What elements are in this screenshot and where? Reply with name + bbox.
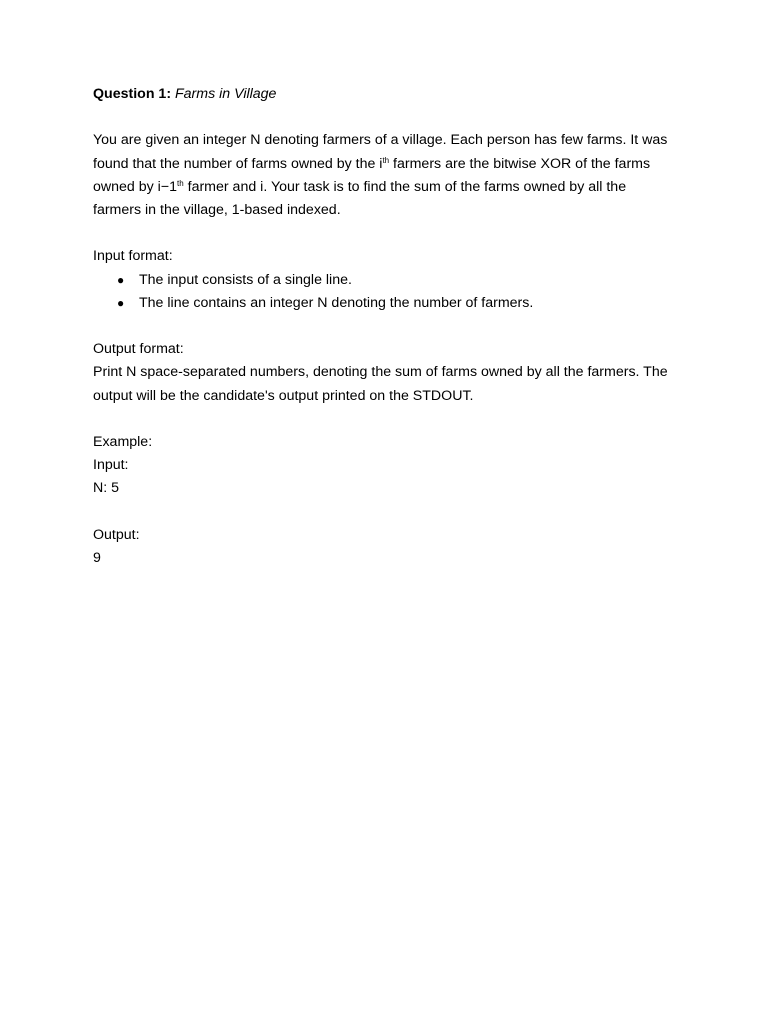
superscript: th: [382, 155, 390, 165]
description-text: farmer and i. Your task is to find the sum of the farms owned by all the: [183, 178, 627, 195]
problem-description: [93, 129, 683, 222]
list-item: [93, 269, 683, 292]
description-line: You are given an integer N denoting farmers of a village. Each person has few farms. It was: [93, 132, 668, 149]
output-format-heading: Output format:: [93, 341, 184, 358]
output-format-line: output will be the candidate's output printed on the STDOUT.: [93, 387, 474, 404]
question-title: Farms in Village: [175, 86, 277, 102]
spacer: [93, 315, 683, 338]
spacer: [93, 501, 683, 524]
description-text: found that the number of farms owned by the i: [93, 155, 383, 172]
question-label: Question 1:: [93, 86, 172, 102]
example-input-label: Input:: [93, 457, 129, 474]
bullet-icon: ●: [117, 272, 125, 287]
list-item-text: The line contains an integer N denoting the number of farmers.: [139, 294, 534, 311]
example-input-value: N: 5: [93, 480, 120, 497]
description-line: [93, 153, 683, 176]
example-heading: Example:: [93, 433, 153, 450]
description-line: farmers in the village, 1-based indexed.: [93, 202, 341, 218]
input-format-heading: Input format:: [93, 248, 173, 265]
list-item: [93, 292, 683, 315]
spacer: [93, 408, 683, 431]
spacer: [93, 222, 683, 245]
output-format-line: Print N space-separated numbers, denoting the sum of farms owned by all the farmers. The: [93, 364, 668, 381]
question-heading: [93, 83, 683, 106]
example-output-label: Output:: [93, 526, 140, 543]
superscript: th: [177, 178, 184, 188]
document-page: [93, 83, 683, 570]
input-format-list: [93, 269, 683, 315]
list-item-text: The input consists of a single line.: [139, 271, 352, 288]
example-output-value: 9: [93, 549, 101, 566]
description-text: owned by i−1: [93, 178, 178, 195]
description-line: [93, 176, 683, 199]
bullet-icon: ●: [117, 295, 125, 310]
spacer: [93, 106, 683, 129]
description-text: farmers are the bitwise XOR of the farms: [389, 155, 651, 172]
